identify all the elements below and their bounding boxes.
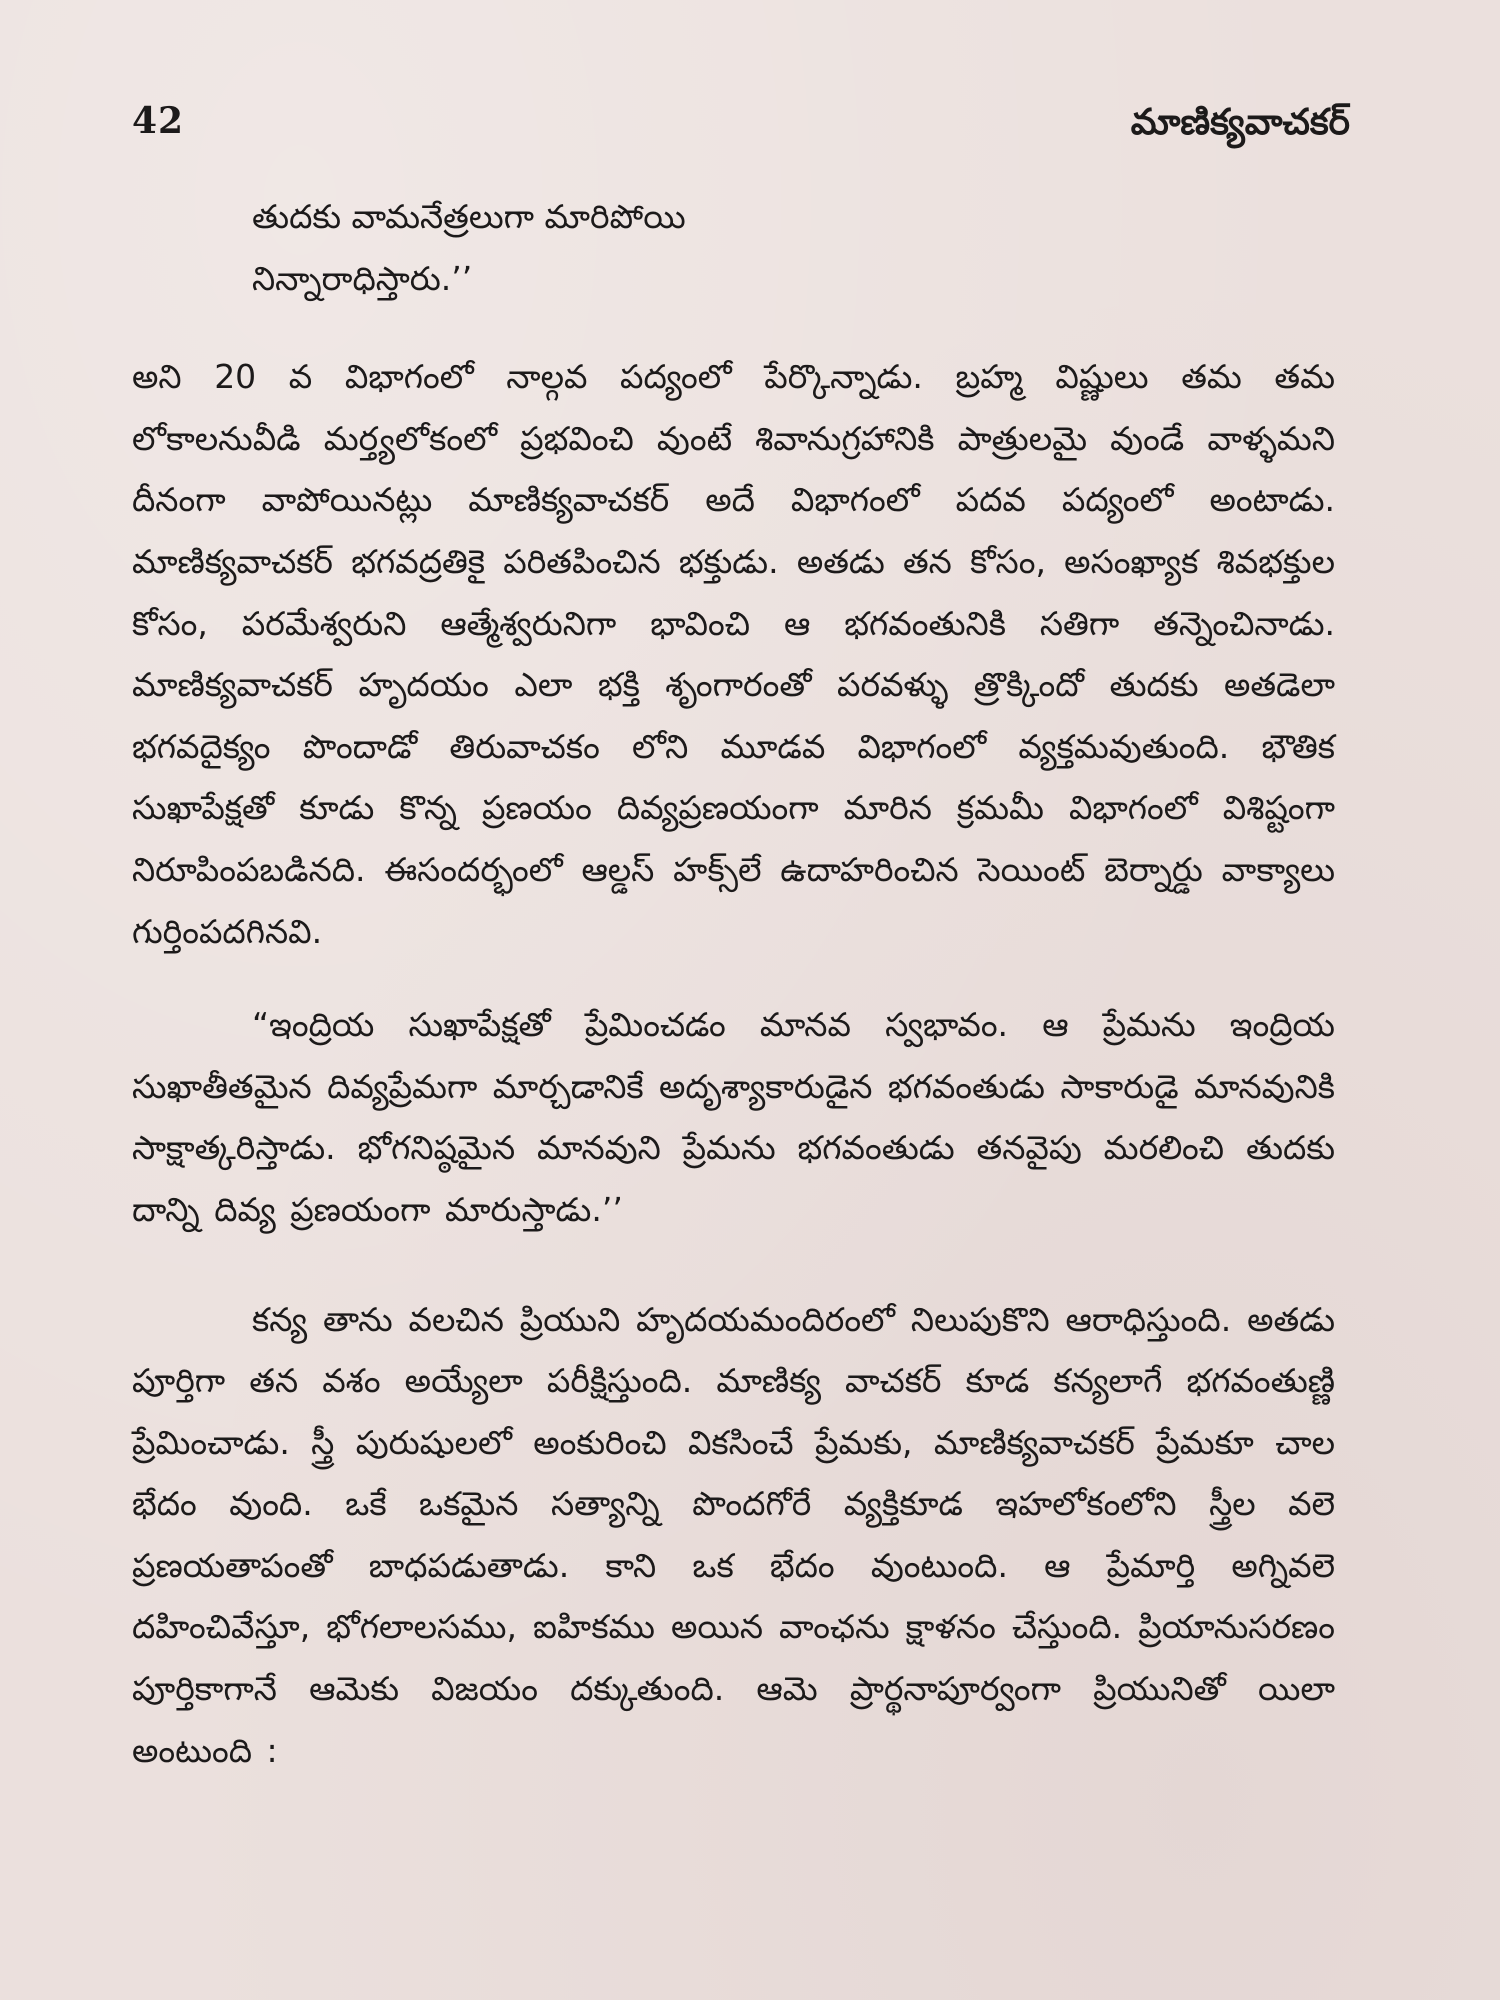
paragraph-3: కన్య తాను వలచిన ప్రియుని హృదయమందిరంలో నిలుపుకొని ఆరాధిస్తుంది. అతడు పూర్తిగా తన వశం అయ్యేలా పరీక్షిస్తుంది. మాణిక్య వాచకర్ కూడ కన్యలాగే భగవంతుణ్ణి ప్రేమించాడు. స్త్రీ పురుషులలో అంకురించి వికసించే ప్రేమకు, మాణిక్యవాచకర్ ప్రేమకూ చాల భేదం వుంది. ఒకే ఒకమైన సత్యాన్ని పొందగోరే వ్యక్తికూడ ఇహలోకంలోని స్త్రీల వలె ప్రణయతాపంతో బాధపడుతాడు. కాని ఒక భేదం వుంటుంది. ఆ ప్రేమార్తి అగ్నివలె దహించివేస్తూ, భోగలాలసము, ఐహికము అయిన వాంఛను క్షాళనం చేస్తుంది. ప్రియానుసరణం పూర్తికాగానే ఆమెకు విజయం దక్కుతుంది. ఆమె ప్రార్థనాపూర్వంగా ప్రియునితో యిలా అంటుంది :	[132, 1299, 1335, 1770]
book-title: మాణిక్యవాచకర్	[1130, 102, 1350, 143]
paragraph-2-quote: “ఇంద్రియ సుఖాపేక్షతో ప్రేమించడం మానవ స్వభావం. ఆ ప్రేమను ఇంద్రియ సుఖాతీతమైన దివ్యప్రేమగా మార్చడానికే అదృశ్యాకారుడైన భగవంతుడు సాకారుడై మానవునికి సాక్షాత్కరిస్తాడు. భోగనిష్ఠమైన మానవుని ప్రేమను భగవంతుడు తనవైపు మరలించి తుదకు దాన్ని దివ్య ప్రణయంగా మారుస్తాడు.’’	[132, 1005, 1335, 1229]
paragraph-1: అని 20 వ విభాగంలో నాల్గవ పద్యంలో పేర్కొన్నాడు. బ్రహ్మ విష్ణులు తమ తమ లోకాలనువీడి మర్త్యలోకంలో ప్రభవించి వుంటే శివానుగ్రహానికి పాత్రులమై వుండే వాళ్ళమని దీనంగా వాపోయినట్లు మాణిక్యవాచకర్ అదే విభాగంలో పదవ పద్యంలో అంటాడు. మాణిక్యవాచకర్ భగవద్రతికై పరితపించిన భక్తుడు. అతడు తన కోసం, అసంఖ్యాక శివభక్తుల కోసం, పరమేశ్వరుని ఆత్మేశ్వరునిగా భావించి ఆ భగవంతునికి సతిగా తన్నెంచినాడు. మాణిక్యవాచకర్ హృదయం ఎలా భక్తి శృంగారంతో పరవళ్ళు త్రొక్కిందో తుదకు అతడెలా భగవదైక్యం పొందాడో తిరువాచకం లోని మూడవ విభాగంలో వ్యక్తమవుతుంది. భౌతిక సుఖాపేక్షతో కూడు కొన్న ప్రణయం దివ్యప్రణయంగా మారిన క్రమమీ విభాగంలో విశిష్టంగా నిరూపింపబడినది. ఈసందర్భంలో ఆల్డస్ హక్స్‌లే ఉదాహరించిన సెయింట్ బెర్నార్డు వాక్యాలు గుర్తింపదగినవి.	[132, 357, 1335, 951]
verse-line-2: నిన్నారాధిస్తారు.’’	[252, 258, 473, 298]
page-body	[132, 186, 1335, 1781]
page-number: 42	[132, 100, 185, 142]
running-header	[132, 100, 1350, 150]
verse-line-1: తుదకు వామనేత్రలుగా మారిపోయి	[252, 197, 686, 236]
